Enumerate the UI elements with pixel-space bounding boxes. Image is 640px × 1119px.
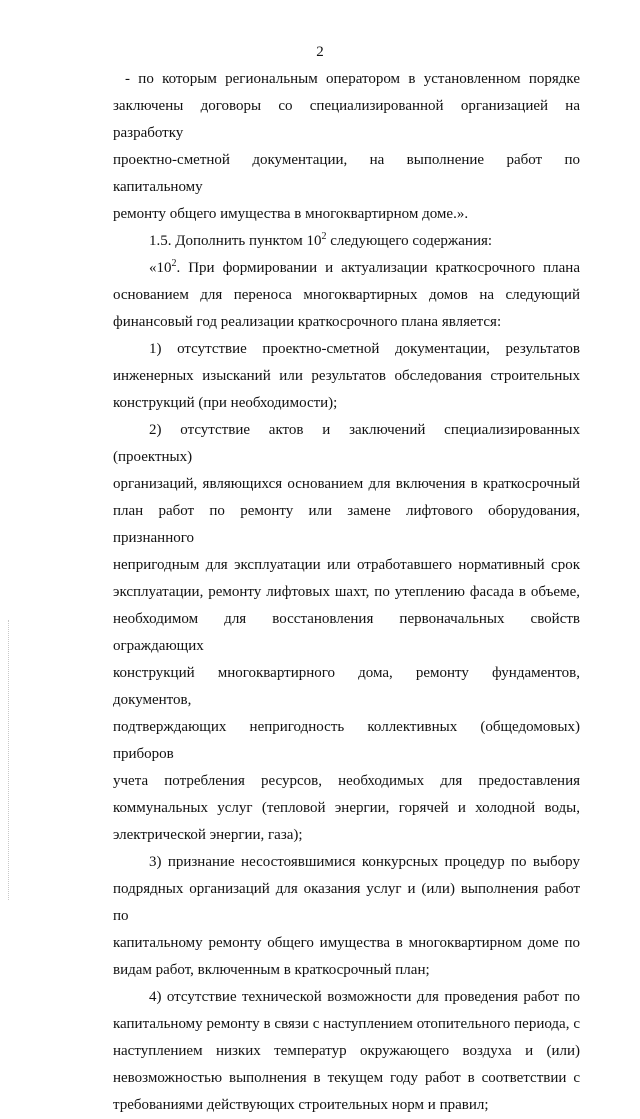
list-item-line: эксплуатации, ремонту лифтовых шахт, по утеплению фасада в объеме, xyxy=(113,584,580,600)
clause-heading-text: 1.5. Дополнить пунктом 10 xyxy=(149,233,322,249)
clause-number: «10 xyxy=(149,260,172,276)
list-item-line: капитальному ремонту общего имущества в многоквартирном доме по xyxy=(113,935,580,951)
list-item-line: видам работ, включенным в краткосрочный план; xyxy=(113,962,430,978)
list-item-line: 1) отсутствие проектно-сметной документации, результатов xyxy=(149,341,580,357)
list-item-line: план работ по ремонту или замене лифтового оборудования, признанного xyxy=(113,503,580,546)
margin-scan-artifact xyxy=(8,620,10,900)
list-item-line: конструкций (при необходимости); xyxy=(113,395,338,411)
list-item-line: необходимом для восстановления первоначальных свойств ограждающих xyxy=(113,611,580,654)
list-item-line: капитальному ремонту в связи с наступлением отопительного периода, с xyxy=(113,1016,580,1032)
list-item-line: 3) признание несостоявшимися конкурсных процедур по выбору xyxy=(149,854,580,870)
clause-heading xyxy=(113,228,580,255)
paragraph-line: заключены договоры со специализированной организацией на разработку xyxy=(113,98,580,141)
clause-heading-text: следующего содержания: xyxy=(326,233,493,249)
list-item-line: коммунальных услуг (тепловой энергии, горячей и холодной воды, xyxy=(113,800,580,816)
paragraph-line: основанием для переноса многоквартирных домов на следующий xyxy=(113,287,580,303)
paragraph-line xyxy=(113,255,580,282)
paragraph-text: . При формировании и актуализации краткосрочного плана xyxy=(176,260,580,276)
list-item-line: 4) отсутствие технической возможности для проведения работ по xyxy=(149,989,580,1005)
superscript: 2 xyxy=(171,258,177,269)
list-item-line: электрической энергии, газа); xyxy=(113,827,303,843)
list-item-line: непригодным для эксплуатации или отработавшего нормативный срок xyxy=(113,557,580,573)
page-number: 2 xyxy=(316,44,324,60)
paragraph-line: проектно-сметной документации, на выполнение работ по капитальному xyxy=(113,152,580,195)
paragraph-line: ремонту общего имущества в многоквартирном доме.». xyxy=(113,206,469,222)
paragraph-line: - по которым региональным оператором в установленном порядке xyxy=(125,71,580,87)
list-item-line: конструкций многоквартирного дома, ремонту фундаментов, документов, xyxy=(113,665,580,708)
list-item-line: наступлением низких температур окружающего воздуха и (или) xyxy=(113,1043,580,1059)
list-item-line: подтверждающих непригодность коллективных (общедомовых) приборов xyxy=(113,719,580,762)
list-item-line: 2) отсутствие актов и заключений специализированных (проектных) xyxy=(113,422,580,465)
list-item-line: учета потребления ресурсов, необходимых для предоставления xyxy=(113,773,580,789)
superscript: 2 xyxy=(321,231,327,242)
list-item-line: подрядных организаций для оказания услуг и (или) выполнения работ по xyxy=(113,881,580,924)
paragraph-line: финансовый год реализации краткосрочного плана является: xyxy=(113,314,502,330)
list-item-line: организаций, являющихся основанием для включения в краткосрочный xyxy=(113,476,580,492)
list-item-line: инженерных изысканий или результатов обследования строительных xyxy=(113,368,580,384)
list-item-line: требованиями действующих строительных норм и правил; xyxy=(113,1097,489,1113)
list-item-line: невозможностью выполнения в текущем году работ в соответствии с xyxy=(113,1070,580,1086)
document-body xyxy=(113,66,580,1119)
